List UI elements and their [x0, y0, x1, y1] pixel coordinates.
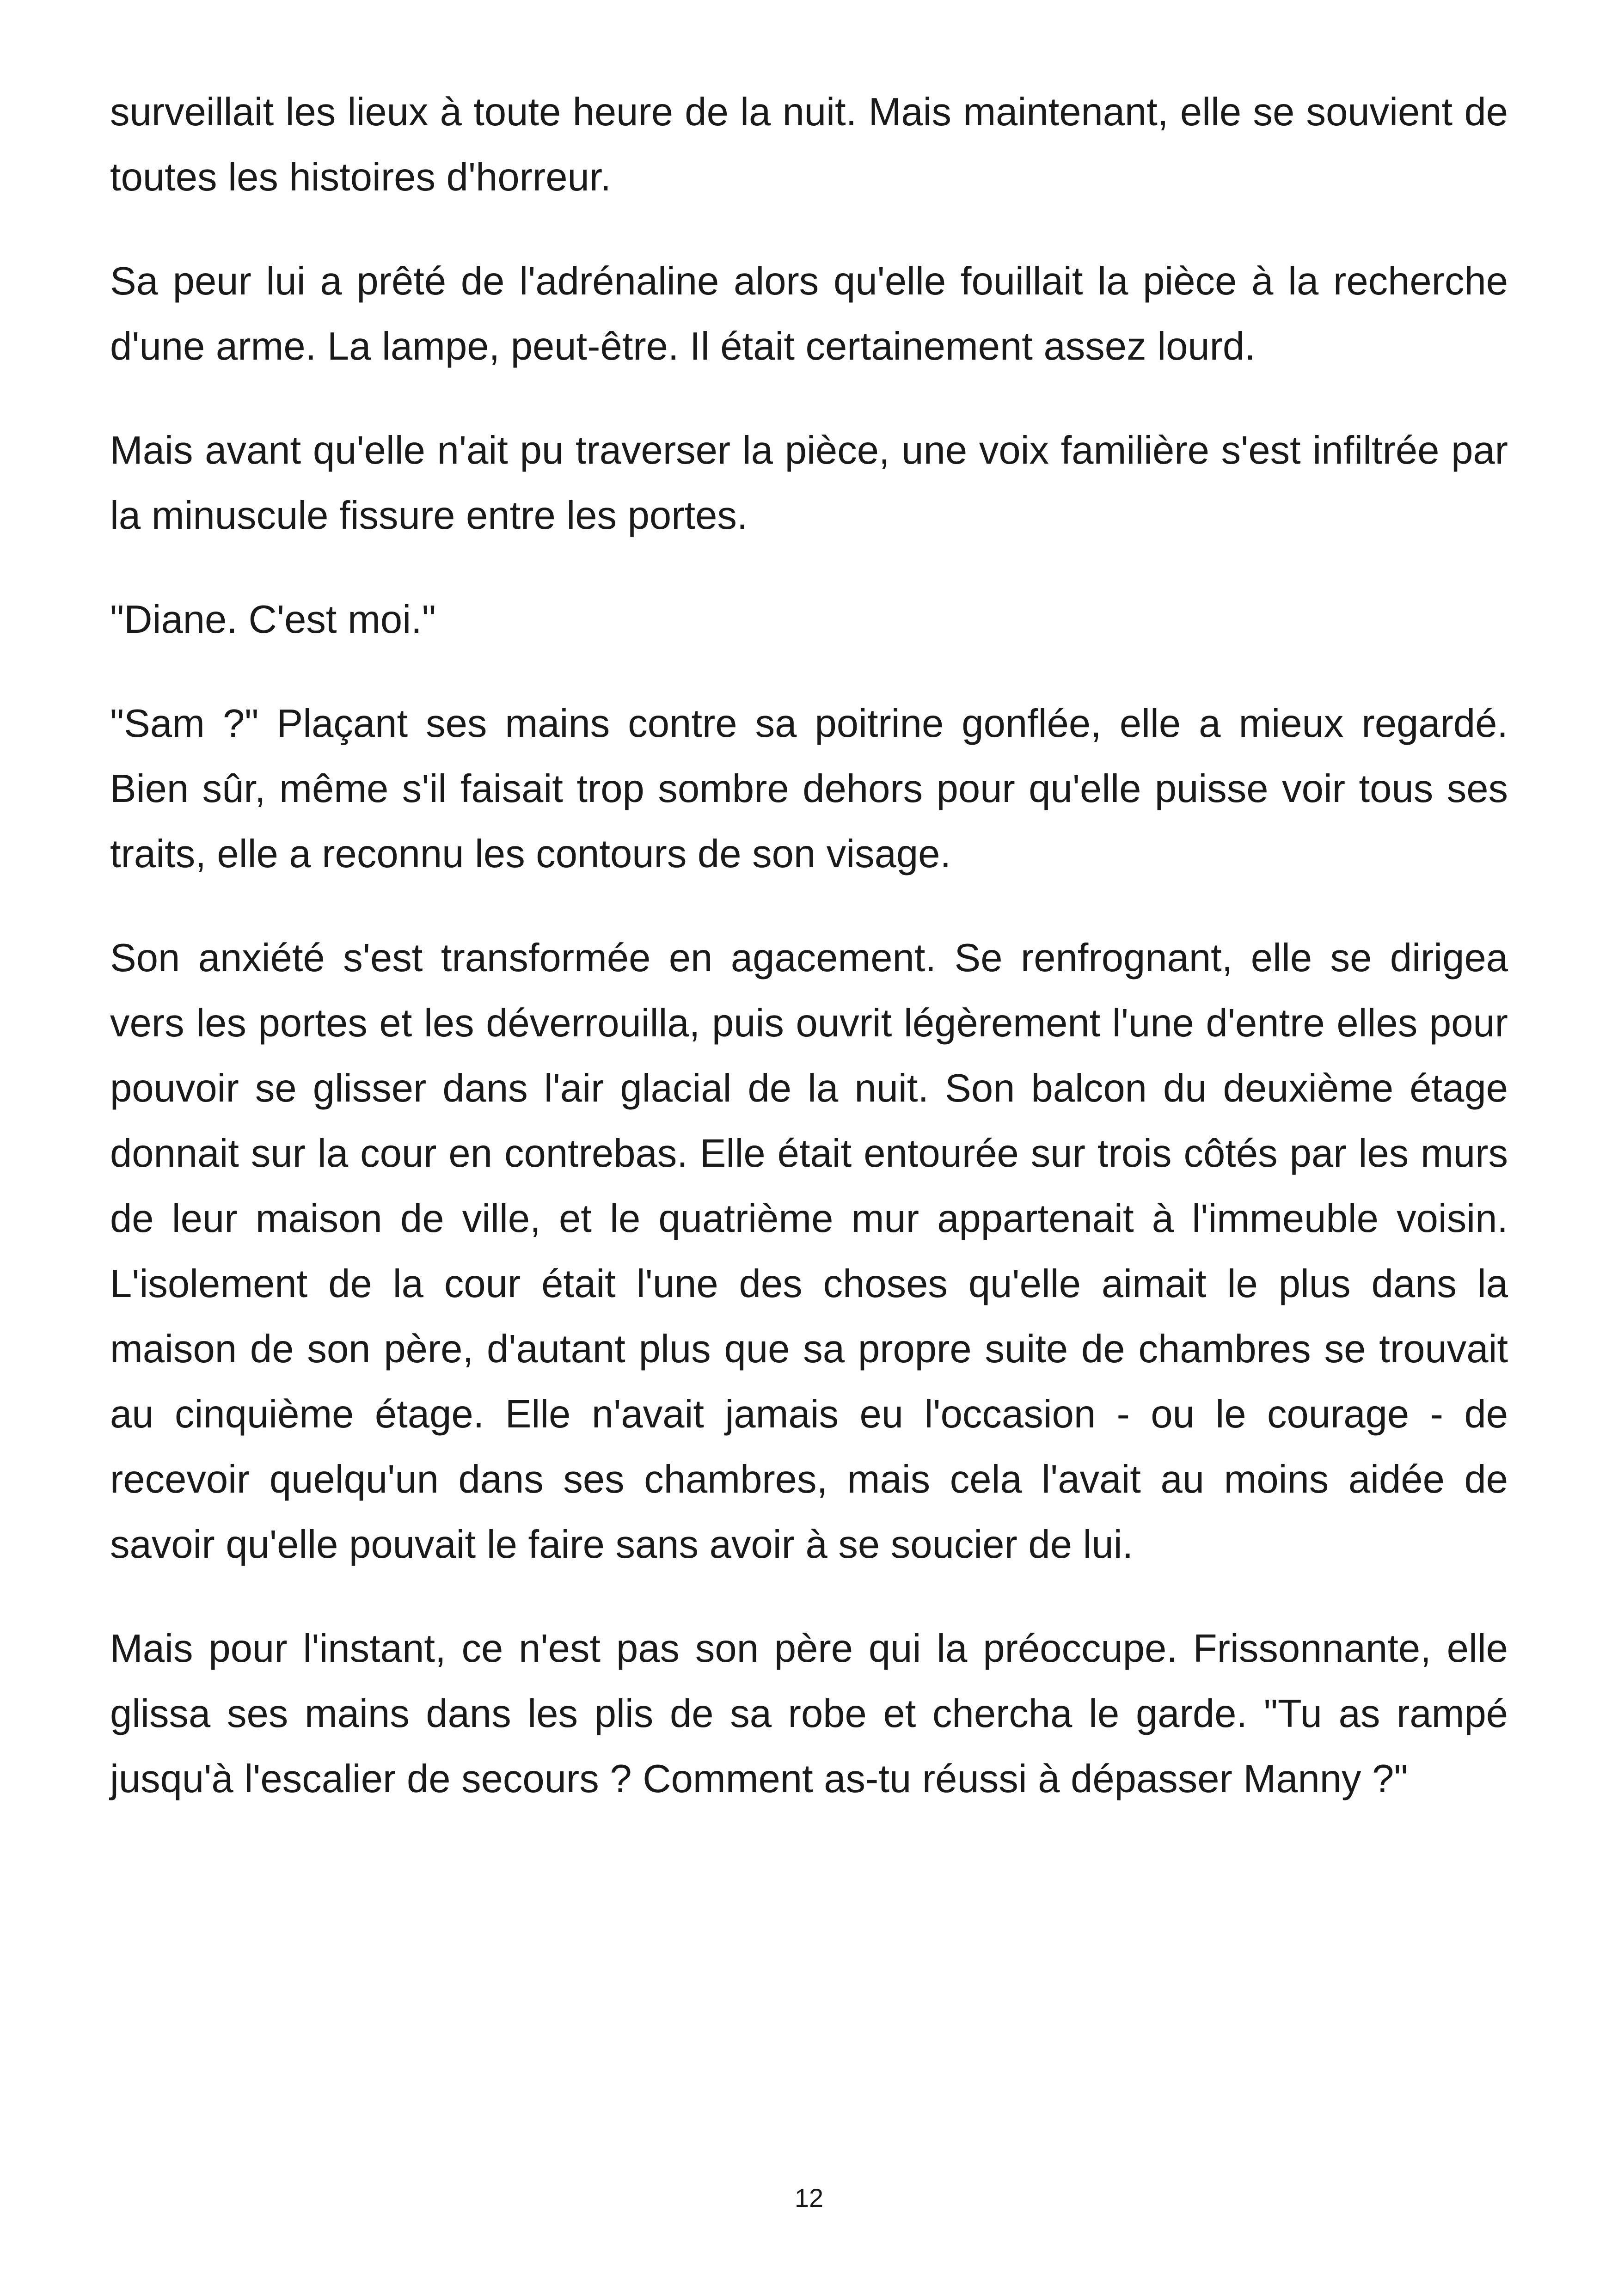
paragraph: Mais avant qu'elle n'ait pu traverser la pièce, une voix familière s'est infiltrée par la minuscule fissure entre les portes. — [110, 429, 1508, 538]
body-text — [110, 80, 1508, 1850]
paragraph: Son anxiété s'est transformée en agacement. Se renfrognant, elle se dirigea vers les portes et les déverrouilla, puis ouvrit légèrement l'une d'entre elles pour pouvoir se glisser dans l'air glacial de la nuit. Son balcon du deuxième étage donnait sur la cour en contrebas. Elle était entourée sur trois côtés par les murs de leur maison de ville, et le quatrième mur appartenait à l'immeuble voisin. L'isolement de la cour était l'une des choses qu'elle aimait le plus dans la maison de son père, d'autant plus que sa propre suite de chambres se trouvait au cinquième étage. Elle n'avait jamais eu l'occasion - ou le courage - de recevoir quelqu'un dans ses chambres, mais cela l'avait au moins aidée de savoir qu'elle pouvait le faire sans avoir à se soucier de lui. — [110, 936, 1508, 1567]
paragraph: "Sam ?" Plaçant ses mains contre sa poitrine gonflée, elle a mieux regardé. Bien sûr, même s'il faisait trop sombre dehors pour qu'elle puisse voir tous ses traits, elle a reconnu les contours de son visage. — [110, 702, 1508, 876]
paragraph: Sa peur lui a prêté de l'adrénaline alors qu'elle fouillait la pièce à la recherche d'une arme. La lampe, peut-être. Il était certainement assez lourd. — [110, 259, 1508, 368]
page-number: 12 — [794, 2183, 824, 2212]
paragraph: surveillait les lieux à toute heure de la nuit. Mais maintenant, elle se souvient de toutes les histoires d'horreur. — [110, 90, 1508, 199]
paragraph: "Diane. C'est moi." — [110, 598, 436, 642]
paragraph: Mais pour l'instant, ce n'est pas son père qui la préoccupe. Frissonnante, elle glissa ses mains dans les plis de sa robe et chercha le garde. "Tu as rampé jusqu'à l'escalier de secours ? Comment as-tu réussi à dépasser Manny ?" — [110, 1627, 1508, 1801]
